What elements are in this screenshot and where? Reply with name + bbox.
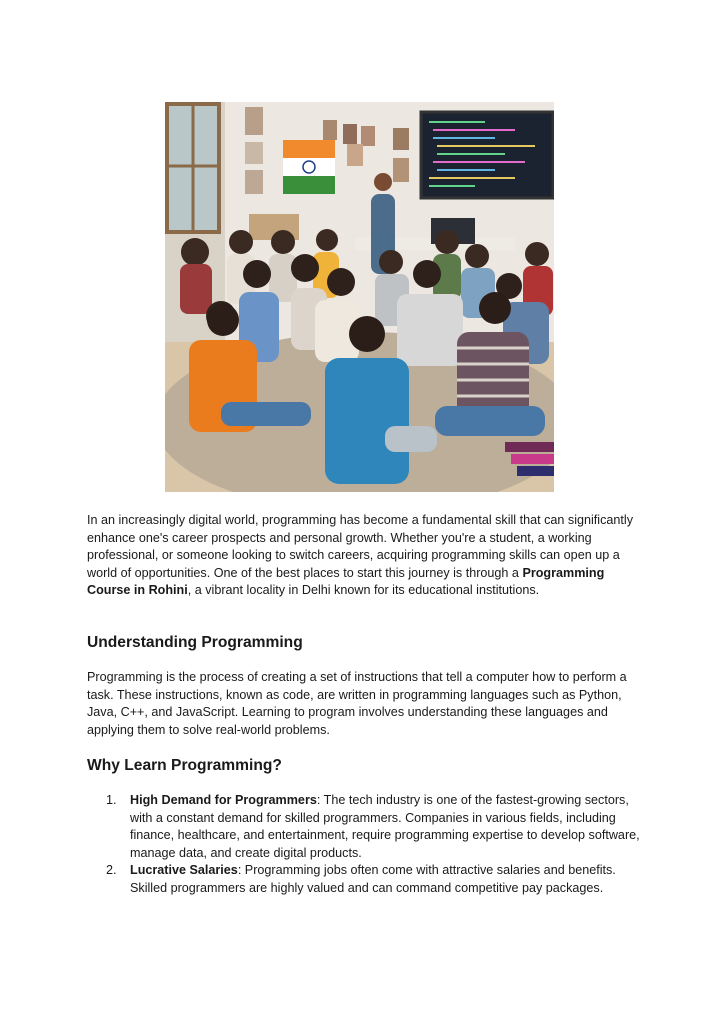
list-item-text: : The tech industry is one of the fastest-growing sectors, with a constant demand for skilled programmers. Companies in various fields, including finance, healthcare, and entertainment, require programming expertise to develop software, manage data, and create digital products. — [130, 793, 640, 860]
list-number: 1. — [106, 793, 117, 807]
intro-text-before: In an increasingly digital world, programming has become a fundamental skill that can significantly enhance one's career prospects and personal growth. Whether you're a student, a working professional, or someone looking to switch careers, acquiring programming skills can open up a world of opportunities. One of the best places to start this journey is through a — [87, 513, 634, 580]
intro-text-after: , a vibrant locality in Delhi known for its educational institutions. — [187, 583, 540, 598]
section-heading-why: Why Learn Programming? — [87, 757, 282, 774]
list-item-title: Lucrative Salaries — [130, 863, 238, 878]
list-number: 2. — [106, 863, 117, 878]
section-heading-understanding: Understanding Programming — [87, 634, 303, 651]
classroom-illustration — [165, 102, 554, 492]
course-name-bold: Programming Course in Rohini — [87, 565, 605, 598]
list-item — [87, 792, 647, 862]
intro-paragraph — [87, 512, 647, 600]
reasons-list — [87, 792, 647, 898]
classroom-image — [165, 102, 554, 492]
understanding-paragraph: Programming is the process of creating a set of instructions that tell a computer how to perform a task. These instructions, known as code, are written in programming languages such as Python, Java, C++, and JavaScript. Learning to program involves understanding these languages and applying them to solve real-world problems. — [87, 670, 627, 737]
list-item-title: High Demand for Programmers — [130, 793, 317, 807]
list-item — [87, 862, 647, 897]
list-item-text: : Programming jobs often come with attractive salaries and benefits. Skilled programmers are highly valued and can command competitive pay packages. — [130, 863, 616, 895]
